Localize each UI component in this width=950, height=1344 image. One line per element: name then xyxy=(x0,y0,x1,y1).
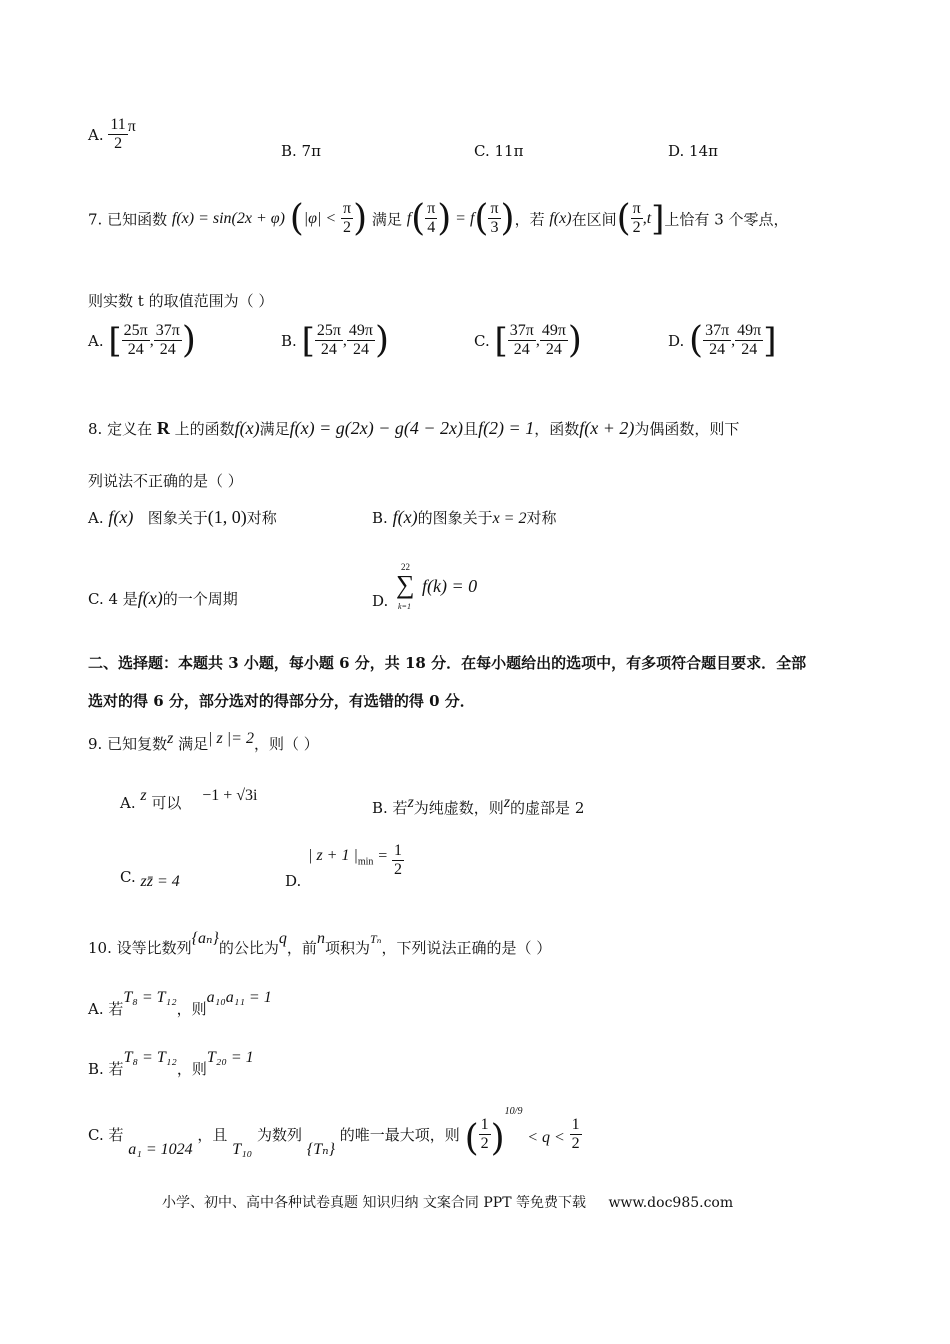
q9-prefix: 9. 已知复数 xyxy=(88,735,168,753)
q9-option-b xyxy=(372,794,584,818)
q9-a-expr: −1 + √3i xyxy=(202,787,258,804)
q8-b-eq: x = 2 xyxy=(492,510,527,527)
footer-url[interactable]: www.doc985.com xyxy=(608,1195,734,1211)
q7-pi-over-3: $\frac{\pi}{3}$ xyxy=(490,200,499,237)
q6-a-pi: π xyxy=(127,117,136,135)
q10-c-is: 为数列 xyxy=(257,1126,303,1144)
q10-ratio: 的公比为 xyxy=(218,939,279,957)
q7-bracket-close: ] xyxy=(651,198,665,239)
q8-stem xyxy=(88,418,739,439)
q7-c-open: [ xyxy=(494,320,508,361)
q8-c-text1: C. 4 是 xyxy=(88,590,138,608)
q7-c-frac2: $\frac{49\pi}{24}$ xyxy=(541,322,566,359)
q7-d-frac2: $\frac{49\pi}{24}$ xyxy=(737,322,762,359)
q6-option-c: C. 11π xyxy=(474,142,524,160)
q8-on: 上的函数 xyxy=(174,420,235,438)
q7-a-label: A. xyxy=(88,331,104,350)
q10-c-text1: C. 若 xyxy=(88,1126,124,1144)
q10-c-frac: $\frac{1}{2}$ xyxy=(480,1115,489,1152)
q9-c-label: C. xyxy=(120,868,136,886)
q9-option-c xyxy=(120,868,180,891)
q9-d-expr: | z + 1 | xyxy=(308,847,358,865)
q9-stem xyxy=(88,730,319,754)
q10-c-open: ( xyxy=(464,1118,479,1159)
q7-c-label: C. xyxy=(474,331,490,350)
q7-option-d xyxy=(668,319,777,361)
q7-suffix: 上恰有 3 个零点， xyxy=(664,210,789,229)
q7-comma: , xyxy=(642,209,647,227)
q8-prefix: 8. 定义在 xyxy=(88,420,153,438)
section2-line1: 二、选择题：本题共 3 小题，每小题 6 分，共 18 分．在每小题给出的选项中，有多项符合题目要求．全部 xyxy=(88,654,807,672)
q10-a-cond: T₈ = T₁₂ xyxy=(123,989,177,1006)
q7-option-c xyxy=(474,319,582,361)
q7-b-label: B. xyxy=(281,331,297,350)
q10-c-seq: {Tₙ} xyxy=(306,1141,335,1158)
q10-first: ，前 xyxy=(286,939,317,957)
q9-b-text1: B. 若 xyxy=(372,799,408,817)
q7-pi-over-2b: $\frac{\pi}{2}$ xyxy=(632,200,641,237)
q7-t: t xyxy=(646,209,652,227)
q7-stem xyxy=(88,197,789,239)
q8-even: 为偶函数，则下 xyxy=(634,420,740,438)
q7-c-close: ) xyxy=(567,319,582,361)
q10-c-exp: 10/9 xyxy=(504,1106,523,1117)
q10-suffix: ，下列说法正确的是（ ） xyxy=(381,939,552,957)
q8-b-text2: 对称 xyxy=(526,509,557,527)
q7-func: f(x) = sin(2x + φ) xyxy=(171,209,285,227)
q10-q: q xyxy=(278,930,287,947)
q7-d-label: D. xyxy=(668,331,685,350)
q8-b-fx: f(x) xyxy=(392,507,418,527)
q7-option-b xyxy=(281,319,390,361)
q7-p2: ) xyxy=(437,197,452,239)
q10-c-T10: T₁₀ xyxy=(232,1141,253,1158)
q7-fx: f(x) xyxy=(549,209,572,227)
q7-prefix: 7. 已知函数 xyxy=(88,210,168,229)
q9-b-z: z xyxy=(407,794,414,811)
q7-pi-over-2: $\frac{\pi}{2}$ xyxy=(343,200,352,237)
q6-option-a xyxy=(88,116,136,154)
q7-f2: f xyxy=(469,209,475,227)
q8-fx2: f(x + 2) xyxy=(579,418,635,438)
q8-option-c xyxy=(88,588,238,609)
q7-eq: = xyxy=(456,209,466,227)
q8-a-label: A. xyxy=(88,509,104,527)
q8-and: 且 xyxy=(463,420,479,438)
q7-line2: 则实数 t 的取值范围为（ ） xyxy=(88,292,274,310)
q10-b-then: ，则 xyxy=(176,1060,207,1078)
q6-option-d: D. 14π xyxy=(668,142,718,160)
q7-p3: ( xyxy=(474,197,489,239)
q7-option-a xyxy=(88,319,196,361)
q10-option-b xyxy=(88,1048,254,1079)
q9-d-eq: = xyxy=(378,847,388,865)
q6-option-b: B. 7π xyxy=(281,142,321,160)
q8-option-a xyxy=(88,507,277,528)
q10-c-max: 的唯一最大项，则 xyxy=(339,1126,460,1144)
q7-b-frac1: $\frac{25\pi}{24}$ xyxy=(316,322,341,359)
q8-a-fx: f(x) xyxy=(108,507,134,527)
q10-c-lt: < q < xyxy=(527,1129,565,1146)
q7-p4: ) xyxy=(500,197,515,239)
q7-cond: |φ| < xyxy=(303,209,337,227)
q7-paren-open: ( xyxy=(289,197,304,239)
q7-if: ，若 xyxy=(514,210,545,229)
q8-a-text1: 图象关于 xyxy=(147,509,208,527)
q10-c-cond: a₁ = 1024 xyxy=(128,1141,193,1158)
q8-d-lower: k=1 xyxy=(398,602,411,611)
q7-d-frac1: $\frac{37\pi}{24}$ xyxy=(705,322,730,359)
q9-option-d xyxy=(285,842,404,891)
q10-a-text1: A. 若 xyxy=(88,1000,124,1018)
q6-a-fraction: $\frac{11}{2}$ xyxy=(110,116,126,153)
q9-d-frac: $\frac{1}{2}$ xyxy=(394,842,403,879)
q9-a-text: 可以 xyxy=(151,794,182,812)
q8-fx: f(x) xyxy=(234,418,260,438)
q7-a-frac1: $\frac{25\pi}{24}$ xyxy=(123,322,148,359)
q8-c-fx: f(x) xyxy=(137,588,163,608)
q7-c-frac1: $\frac{37\pi}{24}$ xyxy=(509,322,534,359)
q9-a-label: A. xyxy=(120,794,136,812)
q9-satisfy: 满足 xyxy=(178,735,209,753)
q8-line2: 列说法不正确的是（ ） xyxy=(88,472,243,490)
q9-d-label: D. xyxy=(285,872,302,891)
q9-a-z: z xyxy=(140,787,147,804)
q10-prefix: 10. 设等比数列 xyxy=(88,939,192,957)
q7-interval: 在区间 xyxy=(571,210,617,229)
q10-c-and: ，且 xyxy=(197,1126,228,1144)
q10-stem xyxy=(88,928,551,958)
q7-p5: ( xyxy=(616,197,631,239)
q10-n: n xyxy=(316,930,325,947)
q10-c-frac2: $\frac{1}{2}$ xyxy=(571,1115,580,1152)
q10-option-c xyxy=(88,1106,582,1159)
q6-a-label: A. xyxy=(88,125,104,144)
q10-c-close: ) xyxy=(490,1118,505,1159)
q7-b-close: ) xyxy=(375,319,390,361)
q9-b-text2: 为纯虚数，则 xyxy=(413,799,504,817)
q7-b-comma: , xyxy=(342,331,347,349)
q7-satisfy: 满足 xyxy=(371,210,402,229)
q9-option-a xyxy=(120,786,257,813)
q7-paren-close: ) xyxy=(353,197,368,239)
q7-a-close: ) xyxy=(181,319,196,361)
q7-pi-over-4: $\frac{\pi}{4}$ xyxy=(427,200,436,237)
q8-option-b xyxy=(372,507,557,528)
q9-b-text3: 的虚部是 2 xyxy=(510,799,585,817)
q9-d-min: min xyxy=(357,856,374,868)
q10-b-res: T₂₀ = 1 xyxy=(206,1049,254,1066)
q10-b-cond: T₈ = T₁₂ xyxy=(123,1049,177,1066)
q10-option-a xyxy=(88,988,272,1019)
q7-a-frac2: $\frac{37\pi}{24}$ xyxy=(155,322,180,359)
q10-prod: 项积为 xyxy=(324,939,370,957)
q7-b-frac2: $\frac{49\pi}{24}$ xyxy=(348,322,373,359)
q7-d-comma: , xyxy=(731,331,736,349)
footer-text: 小学、初中、高中各种试卷真题 知识归纳 文案合同 PPT 等免费下载 xyxy=(162,1195,586,1211)
q9-b-z2: z xyxy=(503,794,511,811)
section2-line2: 选对的得 6 分，部分选对的得部分分，有选错的得 0 分． xyxy=(88,692,475,710)
q8-func: ，函数 xyxy=(534,420,580,438)
q8-satisfy: 满足 xyxy=(259,420,290,438)
q9-z: z xyxy=(167,730,174,747)
q8-f2: f(2) = 1 xyxy=(478,418,535,438)
q7-p1: ( xyxy=(411,197,426,239)
q9-c-expr: zz̄ = 4 xyxy=(140,873,180,890)
q7-b-open: [ xyxy=(301,320,315,361)
q10-Tn: Tₙ xyxy=(369,932,382,946)
q8-R: R xyxy=(156,418,170,438)
q8-eq: f(x) = g(2x) − g(4 − 2x) xyxy=(289,418,464,438)
q8-b-label: B. xyxy=(372,509,388,527)
q7-a-comma: , xyxy=(149,331,154,349)
q9-cond: | z |= 2 xyxy=(208,730,254,747)
q8-d-sigma: ∑ xyxy=(396,570,415,599)
q8-d-label: D. xyxy=(372,592,389,610)
q7-a-open: [ xyxy=(108,320,122,361)
q9-suffix: ，则（ ） xyxy=(253,735,319,753)
q8-a-pt: (1, 0) xyxy=(207,507,247,527)
q10-a-res: a₁₀a₁₁ = 1 xyxy=(206,989,272,1006)
q8-c-text2: 的一个周期 xyxy=(162,590,238,608)
q10-b-text1: B. 若 xyxy=(88,1060,124,1078)
q10-seq: {aₙ} xyxy=(191,930,219,947)
q8-d-upper: 22 xyxy=(401,562,410,572)
q7-c-comma: , xyxy=(535,331,540,349)
q10-a-then: ，则 xyxy=(176,1000,207,1018)
q7-d-close: ] xyxy=(763,320,777,361)
footer xyxy=(162,1192,733,1212)
q8-b-text1: 的图象关于 xyxy=(417,509,493,527)
q8-a-text2: 对称 xyxy=(246,509,277,527)
q7-f1: f xyxy=(406,209,412,227)
q8-d-expr: f(k) = 0 xyxy=(422,576,478,596)
q7-d-open: ( xyxy=(689,319,704,361)
